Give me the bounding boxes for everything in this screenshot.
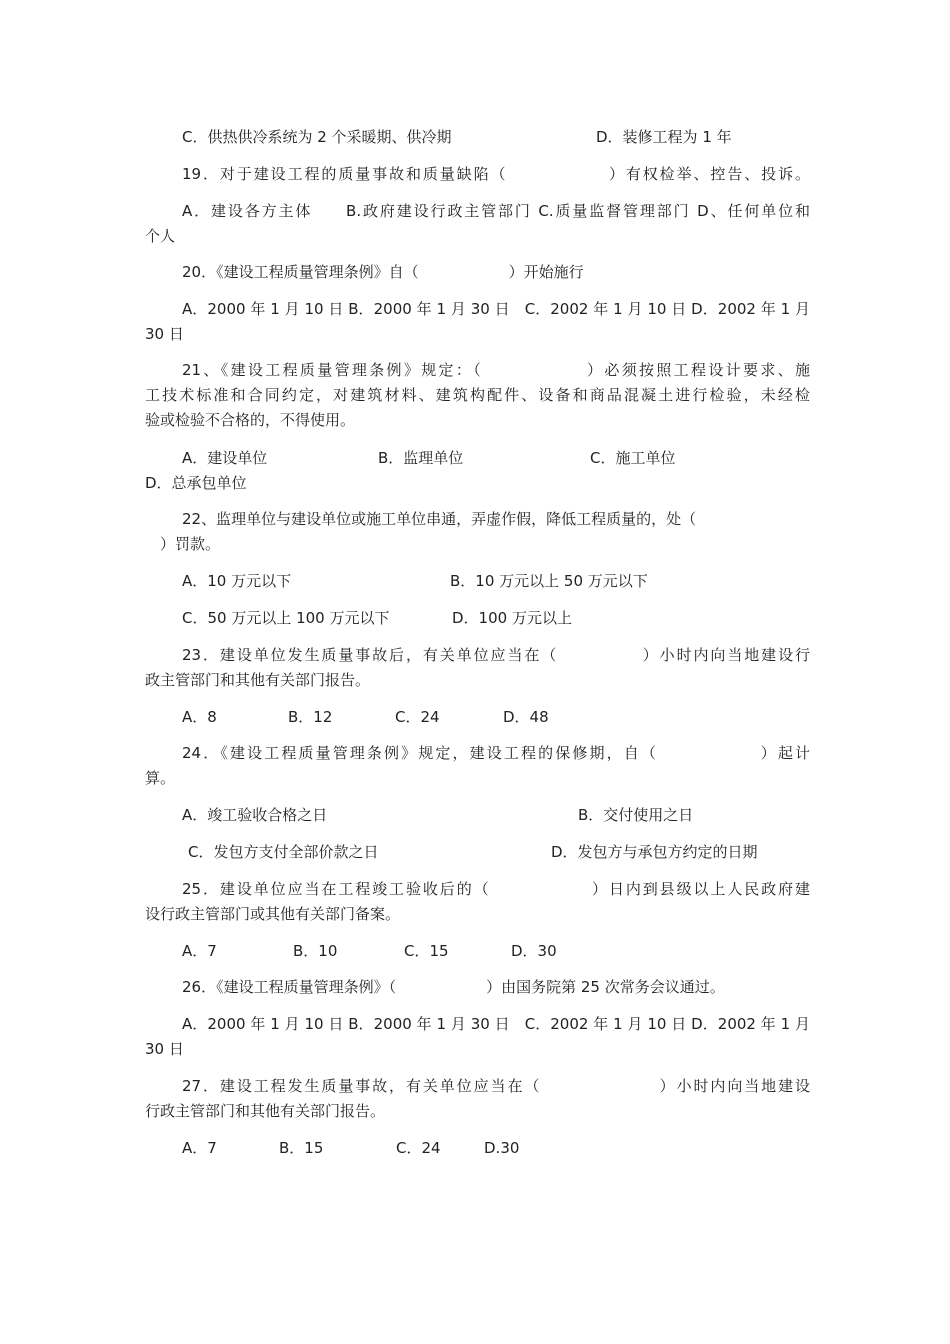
- option-c: C．供热供冷系统为 2 个采暖期、供冷期: [182, 128, 452, 146]
- question-22: 22、监理单位与建设单位或施工单位串通，弄虚作假，降低工程质量的，处（: [182, 510, 697, 528]
- question-22-cont: ）罚款。: [160, 535, 221, 553]
- option-d: D．发包方与承包方约定的日期: [551, 843, 758, 861]
- question-27-cont: 行政主管部门和其他有关部门报告。: [145, 1102, 386, 1120]
- question-21: 21、《建设工程质量管理条例》规定：（ ）必须按照工程设计要求、施: [182, 361, 810, 379]
- options-q19-cont: 个人: [145, 227, 176, 245]
- options-q21-cont: D．总承包单位: [145, 474, 247, 492]
- option-a: A．建设单位: [182, 449, 268, 467]
- question-24: 24．《建设工程质量管理条例》规定，建设工程的保修期，自（ ）起计: [182, 744, 810, 762]
- option-b: B．15: [279, 1139, 324, 1157]
- options-q26-cont: 30 日: [145, 1040, 184, 1058]
- question-19: 19．对于建设工程的质量事故和质量缺陷（ ）有权检举、控告、投诉。: [182, 165, 810, 183]
- question-23: 23．建设单位发生质量事故后，有关单位应当在（ ）小时内向当地建设行: [182, 646, 810, 664]
- option-a: A．竣工验收合格之日: [182, 806, 328, 824]
- question-27: 27．建设工程发生质量事故，有关单位应当在（ ）小时内向当地建设: [182, 1077, 810, 1095]
- option-c: C．24: [395, 708, 440, 726]
- option-d: D．装修工程为 1 年: [596, 128, 732, 146]
- option-d: D．30: [511, 942, 557, 960]
- option-c: C．发包方支付全部价款之日: [188, 843, 379, 861]
- question-21-cont-2: 验或检验不合格的，不得使用。: [145, 411, 356, 429]
- options-q26: A．2000 年 1 月 10 日 B．2000 年 1 月 30 日 C．2002 年 1 月 10 日 D．2002 年 1 月: [182, 1015, 810, 1033]
- option-c: C．50 万元以上 100 万元以下: [182, 609, 390, 627]
- option-a: A．7: [182, 942, 217, 960]
- question-20: 20．《建设工程质量管理条例》自（ ）开始施行: [182, 263, 584, 281]
- option-b: B．10: [293, 942, 338, 960]
- option-c: C．24: [396, 1139, 441, 1157]
- option-b: B．12: [288, 708, 333, 726]
- option-d: D．100 万元以上: [452, 609, 572, 627]
- question-21-cont-1: 工技术标准和合同约定，对建筑材料、建筑构配件、设备和商品混凝土进行检验，未经检: [145, 386, 810, 404]
- option-b: B．10 万元以上 50 万元以下: [450, 572, 648, 590]
- option-b: B．交付使用之日: [578, 806, 694, 824]
- option-d: D．48: [503, 708, 549, 726]
- option-a: A．8: [182, 708, 217, 726]
- option-a: A．7: [182, 1139, 217, 1157]
- question-24-cont: 算。: [145, 769, 176, 787]
- question-25: 25．建设单位应当在工程竣工验收后的（ ）日内到县级以上人民政府建: [182, 880, 810, 898]
- options-q20: A．2000 年 1 月 10 日 B．2000 年 1 月 30 日 C．2002 年 1 月 10 日 D．2002 年 1 月: [182, 300, 810, 318]
- question-23-cont: 政主管部门和其他有关部门报告。: [145, 671, 371, 689]
- option-d: D.30: [484, 1139, 520, 1157]
- question-25-cont: 设行政主管部门或其他有关部门备案。: [145, 905, 401, 923]
- question-26: 26．《建设工程质量管理条例》（ ）由国务院第 25 次常务会议通过。: [182, 978, 725, 996]
- option-c: C．施工单位: [590, 449, 676, 467]
- option-b: B．监理单位: [378, 449, 464, 467]
- option-a: A．10 万元以下: [182, 572, 292, 590]
- option-c: C．15: [404, 942, 449, 960]
- options-q19: A．建设各方主体 B.政府建设行政主管部门 C.质量监督管理部门 D、任何单位和: [182, 202, 810, 220]
- options-q20-cont: 30 日: [145, 325, 184, 343]
